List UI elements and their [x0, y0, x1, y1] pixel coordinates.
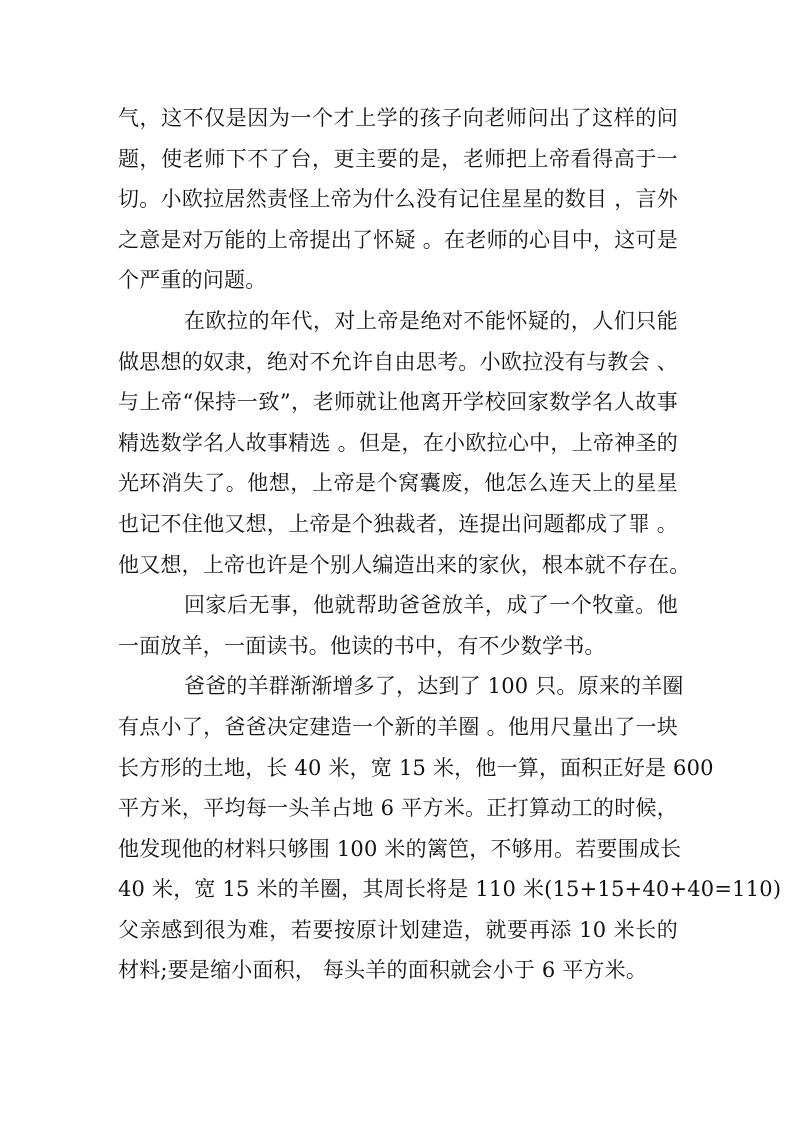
paragraph-first-line: 回家后无事，他就帮助爸爸放羊，成了一个牧童。他	[184, 593, 678, 618]
text-line: 题，使老师下不了台，更主要的是，老师把上帝看得高于一	[118, 146, 678, 171]
text-line: 也记不住他又想，上帝是个独裁者，连提出问题都成了罪 。	[118, 511, 678, 536]
text-line: 长方形的土地，长 40 米，宽 15 米，他一算，面积正好是 600	[118, 755, 714, 780]
paragraph-first-line: 爸爸的羊群渐渐增多了，达到了 100 只。原来的羊圈	[184, 674, 684, 699]
text-line: 父亲感到很为难，若要按原计划建造，就要再添 10 米长的	[118, 917, 678, 942]
text-line: 精选数学名人故事精选 。但是，在小欧拉心中，上帝神圣的	[118, 430, 678, 455]
body-text	[118, 98, 782, 991]
text-line: 个严重的问题。	[118, 268, 267, 293]
text-line: 有点小了，爸爸决定建造一个新的羊圈 。他用尺量出了一块	[118, 714, 678, 739]
text-line: 40 米，宽 15 米的羊圈，其周长将是 110 米(15+15+40+40=110)	[118, 877, 782, 902]
text-line: 做思想的奴隶，绝对不允许自由思考。小欧拉没有与教会 、	[118, 349, 678, 374]
text-line: 切。小欧拉居然责怪上帝为什么没有记住星星的数目 ，言外	[118, 187, 678, 212]
text-line: 与上帝“保持一致”，老师就让他离开学校回家数学名人故事	[118, 390, 678, 415]
text-line: 气，这不仅是因为一个才上学的孩子向老师问出了这样的问	[118, 106, 678, 130]
paragraph-first-line: 在欧拉的年代，对上帝是绝对不能怀疑的，人们只能	[184, 308, 678, 333]
text-line: 材料;要是缩小面积， 每头羊的面积就会小于 6 平方米。	[118, 958, 648, 983]
text-line: 平方米，平均每一头羊占地 6 平方米。正打算动工的时候，	[118, 796, 678, 821]
text-line: 他又想，上帝也许是个别人编造出来的家伙，根本就不存在。	[118, 552, 691, 577]
text-line: 光环消失了。他想，上帝是个窝囊废，他怎么连天上的星星	[118, 471, 678, 496]
text-line: 之意是对万能的上帝提出了怀疑 。在老师的心目中，这可是	[118, 227, 678, 252]
text-line: 他发现他的材料只够围 100 米的篱笆，不够用。若要围成长	[118, 836, 682, 861]
text-line: 一面放羊，一面读书。他读的书中，有不少数学书。	[118, 633, 606, 658]
